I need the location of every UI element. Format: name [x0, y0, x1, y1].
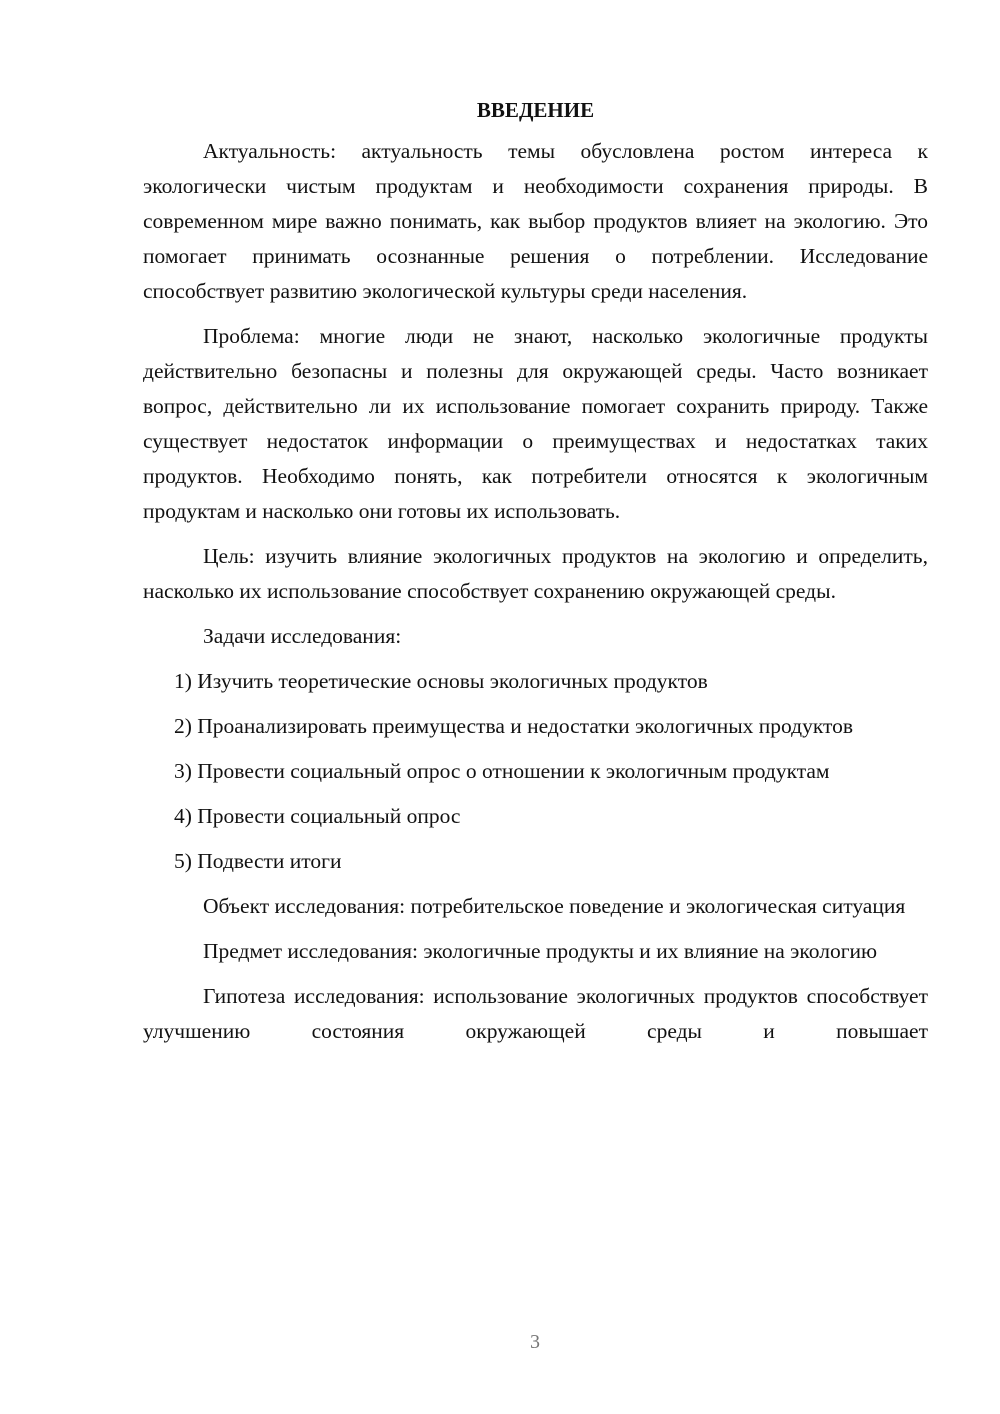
paragraph-hypothesis: Гипотеза исследования: использование экологичных продуктов способствует улучшению состояния окружающей среды и повышает [143, 984, 928, 1043]
paragraph-goal: Цель: изучить влияние экологичных продуктов на экологию и определить, насколько их использование способствует сохранению окружающей среды. [143, 544, 928, 603]
paragraph-problem: Проблема: многие люди не знают, насколько экологичные продукты действительно безопасны и полезны для окружающей среды. Часто возникает вопрос, действительно ли их использование помогает сохранить природу. Также существует недостаток информации о преимуществах и недостатках таких продуктов. Необходимо понять, как потребители относятся к экологичным продуктам и насколько они готовы их использовать. [143, 324, 928, 523]
list-item-task-5: 5) Подвести итоги [174, 849, 342, 873]
list-item-task-2: 2) Проанализировать преимущества и недостатки экологичных продуктов [174, 714, 854, 738]
list-item-task-4: 4) Провести социальный опрос [174, 804, 461, 828]
page-title: ВВЕДЕНИЕ [476, 98, 595, 122]
paragraph-subject: Предмет исследования: экологичные продукты и их влияние на экологию [203, 939, 878, 963]
list-item-task-3: 3) Провести социальный опрос о отношении к экологичным продуктам [174, 759, 830, 783]
page-content [143, 93, 928, 1049]
page-number: 3 [530, 1331, 540, 1353]
paragraph-tasks-heading: Задачи исследования: [203, 624, 402, 648]
list-item-task-1: 1) Изучить теоретические основы экологичных продуктов [174, 669, 708, 693]
paragraph-relevance: Актуальность: актуальность темы обусловлена ростом интереса к экологически чистым продуктам и необходимости сохранения природы. В современном мире важно понимать, как выбор продуктов влияет на экологию. Это помогает принимать осознанные решения о потреблении. Исследование способствует развитию экологической культуры среди населения. [143, 139, 928, 303]
paragraph-object: Объект исследования: потребительское поведение и экологическая ситуация [203, 894, 906, 918]
